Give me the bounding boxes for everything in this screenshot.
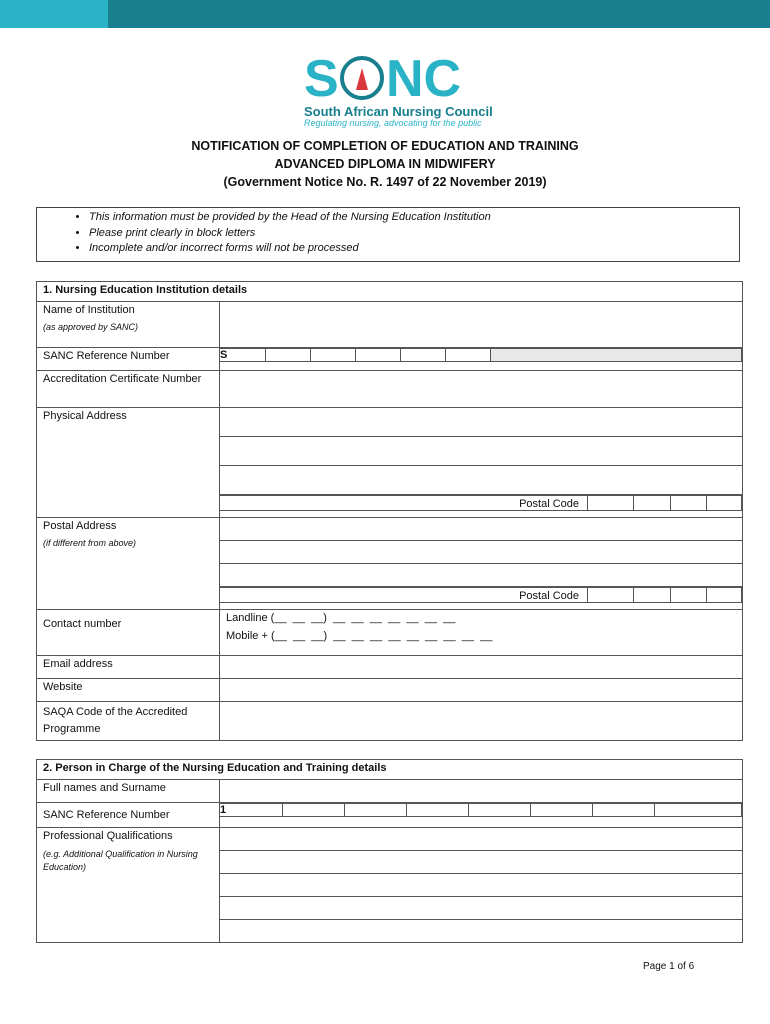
org-tagline: Regulating nursing, advocating for the public (304, 118, 482, 128)
saqa-field[interactable] (220, 702, 743, 741)
postal-code-box[interactable] (634, 496, 671, 511)
ref-box[interactable] (265, 349, 310, 362)
person-sanc-ref-label: SANC Reference Number (37, 803, 220, 828)
instructions-box (36, 207, 740, 262)
website-label: Website (37, 679, 220, 702)
qualifications-line[interactable] (220, 828, 743, 851)
saqa-label: SAQA Code of the Accredited Programme (37, 702, 220, 741)
top-banner (0, 0, 770, 28)
postal-code-box[interactable] (588, 496, 634, 511)
ref-box[interactable] (406, 804, 468, 817)
page-number: Page 1 of 6 (643, 961, 695, 972)
postal-postal-code (220, 587, 743, 610)
postal-address-line[interactable] (220, 518, 743, 541)
section2-heading: 2. Person in Charge of the Nursing Education and Training details (37, 760, 743, 780)
postal-address-label: Postal Address (if different from above) (37, 518, 220, 610)
accreditation-label: Accreditation Certificate Number (37, 371, 220, 408)
qualifications-label: Professional Qualifications (e.g. Additional Qualification in Nursing Education) (37, 828, 220, 943)
full-names-label: Full names and Surname (37, 780, 220, 803)
qualifications-line[interactable] (220, 920, 743, 943)
full-names-field[interactable] (220, 780, 743, 803)
ref-box[interactable] (344, 804, 406, 817)
postal-code-label: Postal Code (220, 588, 588, 603)
instruction-item: • Incomplete and/or incorrect forms will not be processed (89, 241, 739, 257)
ref-shaded-area (490, 349, 742, 362)
ref-box[interactable]: 1 (220, 804, 282, 817)
postal-code-box[interactable] (671, 496, 707, 511)
contact-number-label: Contact number (37, 610, 220, 656)
postal-code-box[interactable] (707, 496, 742, 511)
mobile-line: Mobile + (__ __ __) __ __ __ __ __ __ __ __ __ (226, 630, 493, 642)
ref-box[interactable] (445, 349, 490, 362)
email-field[interactable] (220, 656, 743, 679)
website-field[interactable] (220, 679, 743, 702)
form-title-line1: NOTIFICATION OF COMPLETION OF EDUCATION AND TRAINING (191, 139, 579, 153)
instruction-item: • This information must be provided by the Head of the Nursing Education Institution (89, 210, 739, 226)
form-title-line2: ADVANCED DIPLOMA IN MIDWIFERY (274, 157, 496, 171)
form-title-line3: (Government Notice No. R. 1497 of 22 November 2019) (223, 175, 547, 189)
ref-box[interactable] (654, 804, 742, 817)
physical-address-line[interactable] (220, 466, 743, 495)
svg-text:NC: NC (386, 50, 462, 108)
postal-code-box[interactable] (588, 588, 634, 603)
accreditation-field[interactable] (220, 371, 743, 408)
ref-box[interactable] (282, 804, 344, 817)
postal-address-line[interactable] (220, 541, 743, 564)
svg-text:S: S (304, 50, 339, 108)
section1-table (36, 281, 743, 741)
section2-table (36, 759, 743, 943)
physical-address-line[interactable] (220, 437, 743, 466)
postal-address-line[interactable] (220, 564, 743, 587)
qualifications-line[interactable] (220, 874, 743, 897)
ref-box[interactable] (355, 349, 400, 362)
sanc-ref-boxes (220, 348, 743, 371)
physical-address-line[interactable] (220, 408, 743, 437)
postal-code-box[interactable] (707, 588, 742, 603)
contact-number-field[interactable] (220, 610, 743, 656)
instruction-item: • Please print clearly in block letters (89, 226, 739, 242)
institution-name-field[interactable] (220, 302, 743, 348)
landline-line: Landline (__ __ __) __ __ __ __ __ __ __ (226, 612, 456, 624)
person-sanc-ref-boxes (220, 803, 743, 828)
ref-box[interactable] (592, 804, 654, 817)
qualifications-line[interactable] (220, 897, 743, 920)
org-name: South African Nursing Council (304, 104, 493, 119)
postal-code-box[interactable] (634, 588, 671, 603)
top-banner-accent (0, 0, 108, 28)
physical-postal-code (220, 495, 743, 518)
ref-box[interactable] (530, 804, 592, 817)
institution-name-label: Name of Institution (as approved by SANC) (37, 302, 220, 348)
postal-code-box[interactable] (671, 588, 707, 603)
physical-address-label: Physical Address (37, 408, 220, 518)
ref-box[interactable]: S (220, 349, 265, 362)
qualifications-line[interactable] (220, 851, 743, 874)
ref-box[interactable] (400, 349, 445, 362)
sanc-ref-label: SANC Reference Number (37, 348, 220, 371)
section1-heading: 1. Nursing Education Institution details (37, 282, 743, 302)
ref-box[interactable] (310, 349, 355, 362)
postal-code-label: Postal Code (220, 496, 588, 511)
ref-box[interactable] (468, 804, 530, 817)
email-label: Email address (37, 656, 220, 679)
